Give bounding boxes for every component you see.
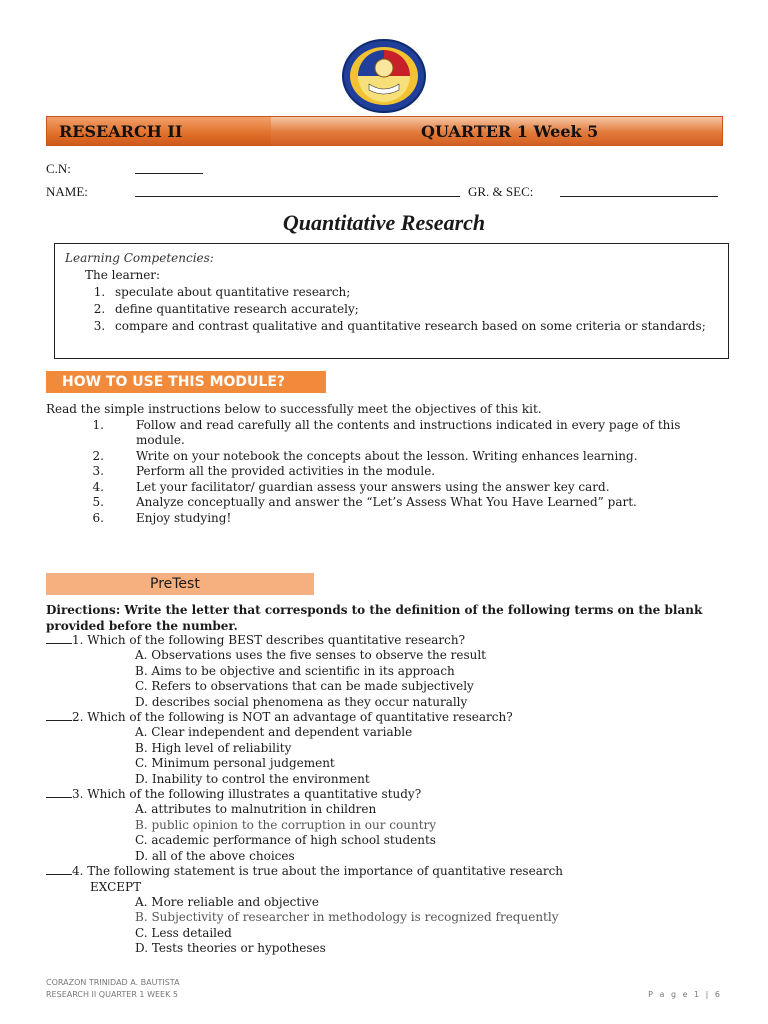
school-seal-logo <box>341 38 427 114</box>
pretest-questions <box>46 633 722 957</box>
page-number: P a g e 1 | 6 <box>648 990 722 999</box>
how-to-use-label: HOW TO USE THIS MODULE? <box>46 371 326 393</box>
option: D. all of the above choices <box>135 848 295 863</box>
option: D. Inability to control the environment <box>135 771 370 786</box>
answer-blank-3[interactable] <box>46 787 72 798</box>
answer-blank-1[interactable] <box>46 633 72 644</box>
instruction-step: 4. Let your facilitator/ guardian assess your answers using the answer key card. <box>92 479 610 494</box>
subject-cell <box>47 117 271 145</box>
option: A. More reliable and objective <box>135 894 319 909</box>
subject-title: RESEARCH II <box>59 122 183 141</box>
footer-author: CORAZON TRINIDAD A. BAUTISTA <box>46 978 180 987</box>
instruction-step: 3. Perform all the provided activities in the module. <box>92 464 436 478</box>
competencies-list <box>65 284 718 335</box>
question-4-continuation: EXCEPT <box>90 879 142 894</box>
competency-item: 3. compare and contrast qualitative and quantitative research based on some criteria or standards; <box>109 318 718 335</box>
instruction-step: 5. Analyze conceptually and answer the “Let’s Assess What You Have Learned” part. <box>92 495 637 509</box>
name-field-line[interactable] <box>135 196 460 197</box>
question-3: 3. Which of the following illustrates a quantitative study? <box>46 787 722 802</box>
grade-section-label: GR. & SEC: <box>468 184 534 199</box>
footer-credits <box>46 977 180 1001</box>
header-bar <box>46 116 723 146</box>
answer-blank-4[interactable] <box>46 864 72 875</box>
option: A. Clear independent and dependent variable <box>135 725 413 740</box>
option: B. Subjectivity of researcher in methodology is recognized frequently <box>135 910 559 925</box>
competencies-heading: Learning Competencies: <box>65 251 214 265</box>
instruction-step: 1. Follow and read carefully all the contents and instructions indicated in every page of this module. <box>92 417 681 447</box>
option: C. academic performance of high school students <box>135 833 436 848</box>
instruction-step: 6. Enjoy studying! <box>92 510 232 525</box>
cn-field-line[interactable] <box>135 173 203 174</box>
competency-item: 2. define quantitative research accurately; <box>109 301 718 318</box>
competency-item: 1. speculate about quantitative research; <box>109 284 718 301</box>
option: D. Tests theories or hypotheses <box>135 941 326 956</box>
grade-section-field-line[interactable] <box>560 196 718 197</box>
option: B. High level of reliability <box>135 740 292 755</box>
option: C. Less detailed <box>135 925 232 940</box>
option: D. describes social phenomena as they occur naturally <box>135 694 468 709</box>
page-title: Quantitative Research <box>282 210 486 235</box>
question-4: 4. The following statement is true about the importance of quantitative research <box>46 864 722 879</box>
competencies-intro: The learner: <box>85 268 161 282</box>
footer-course: RESEARCH II QUARTER 1 WEEK 5 <box>46 990 178 999</box>
question-2: 2. Which of the following is NOT an advantage of quantitative research? <box>46 710 722 725</box>
learning-competencies-box <box>54 243 729 359</box>
instructions-intro: Read the simple instructions below to successfully meet the objectives of this kit. <box>46 402 542 416</box>
pretest-label: PreTest <box>46 573 314 595</box>
option: C. Refers to observations that can be made subjectively <box>135 679 474 694</box>
instruction-step: 2. Write on your notebook the concepts about the lesson. Writing enhances learning. <box>92 448 638 463</box>
module-instructions <box>46 402 716 526</box>
option: C. Minimum personal judgement <box>135 756 335 771</box>
option: A. Observations uses the five senses to observe the result <box>135 648 486 663</box>
option: A. attributes to malnutrition in children <box>135 802 377 817</box>
cn-label: C.N: <box>46 161 71 176</box>
pretest-directions: Directions: Write the letter that corresponds to the definition of the following terms on the blank provided before the number. <box>46 603 703 633</box>
option: B. Aims to be objective and scientific in its approach <box>135 663 455 678</box>
quarter-title: QUARTER 1 Week 5 <box>421 122 599 141</box>
quarter-cell <box>271 117 724 145</box>
name-label: NAME: <box>46 184 88 199</box>
answer-blank-2[interactable] <box>46 710 72 721</box>
question-1: 1. Which of the following BEST describes quantitative research? <box>46 633 722 648</box>
option: B. public opinion to the corruption in our country <box>135 817 437 832</box>
